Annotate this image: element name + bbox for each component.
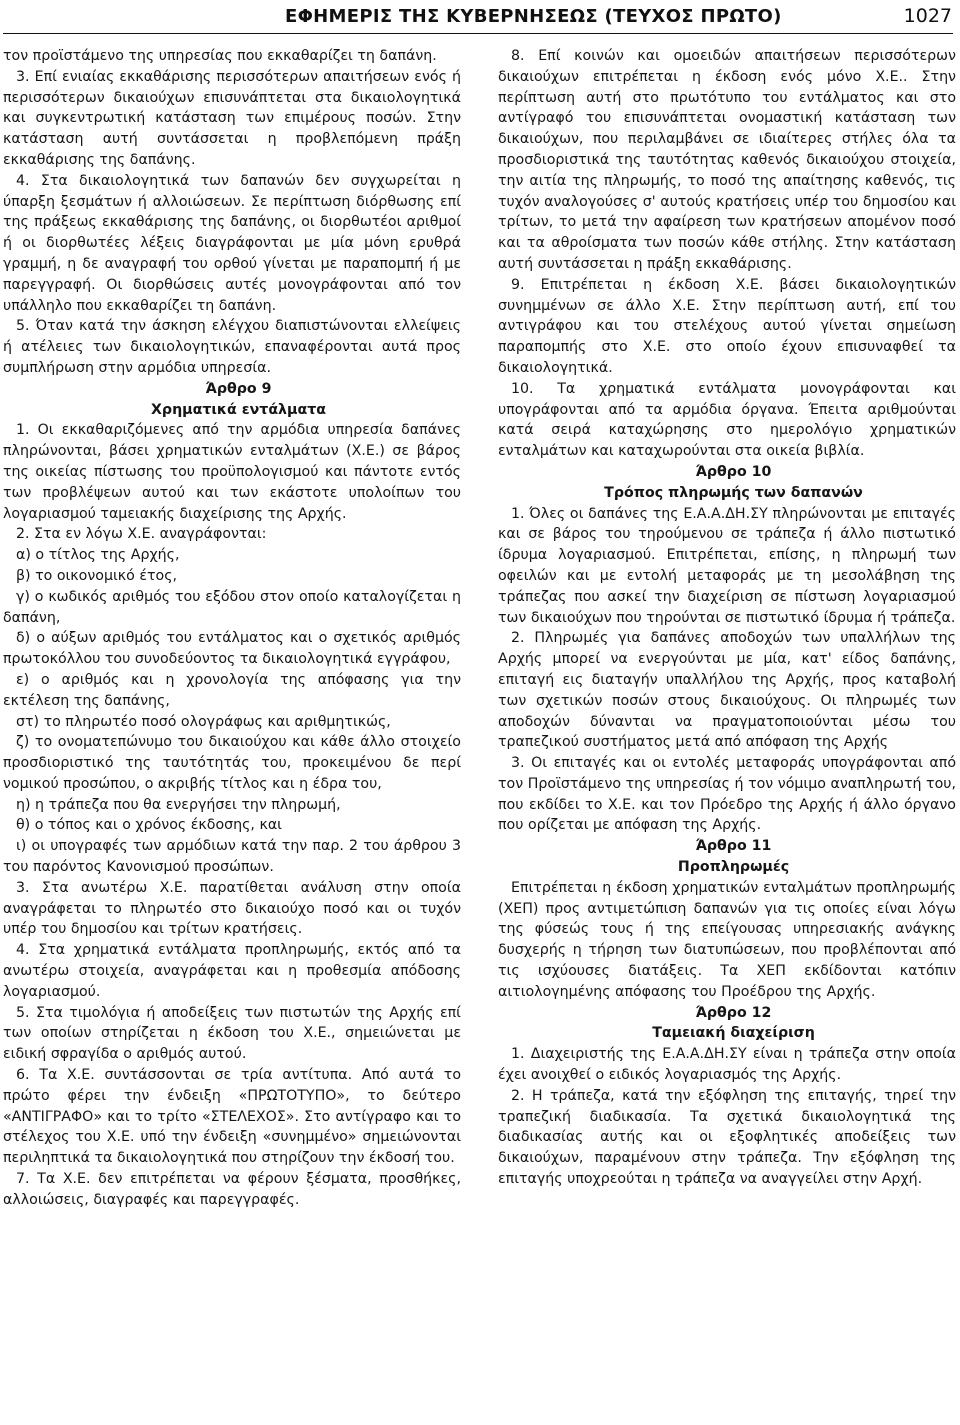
- article-12-title: Ταμειακή διαχείριση: [652, 1025, 815, 1042]
- paragraph: 10. Τα χρηματικά εντάλματα μονογράφονται και υπογράφονται από τα αρμόδια όργανα. Έπειτα αριθμούνται κατά σειρά καταχώρησης στο ημερολόγιο χρηματικών ενταλμάτων και καταχωρούνται στα οικεία βιβλία.: [498, 380, 956, 460]
- paragraph: 7. Τα Χ.Ε. δεν επιτρέπεται να φέρουν ξέσματα, προσθήκες, αλλοιώσεις, διαγραφές και παρεγγραφές.: [3, 1171, 461, 1208]
- paragraph: τον προϊστάμενο της υπηρεσίας που εκκαθαρίζει τη δαπάνη.: [3, 48, 437, 64]
- paragraph: 1. Διαχειριστής της Ε.Α.Α.ΔΗ.ΣΥ είναι η τράπεζα στην οποία έχει ανοιχθεί ο ειδικός λογαριασμός της Αρχής.: [498, 1046, 956, 1084]
- paragraph: 5. Όταν κατά την άσκηση ελέγχου διαπιστώνονται ελλείψεις ή ατέλειες των δικαιολογητικών, επαναφέρονται αυτά προς συμπλήρωση στην αρμόδια υπηρεσία.: [3, 318, 461, 376]
- list-item: δ) ο αύξων αριθμός του εντάλματος και ο σχετικός αριθμός πρωτοκόλλου του συνοδεύοντος τα δικαιολογητικά εγγράφου,: [3, 630, 461, 668]
- paragraph: 8. Επί κοινών και ομοειδών απαιτήσεων περισσότερων δικαιούχων επιτρέπεται η έκδοση ενός μόνο Χ.Ε.. Στην περίπτωση αυτή στο πρωτότυπο του εντάλματος και στο αντίγραφό του επισυνάπτεται ονομαστική κατάσταση των δικαιούχων, που περιλαμβάνει σε ιδιαίτερες στήλες όλα τα προσδιοριστικά της ταυτότητας καθενός δικαιούχου στοιχεία, την αιτία της πληρωμής, το ποσό της απαίτησης καθενός, τις τυχόν αναλογούσες σ' αυτούς κρατήσεις υπέρ του δημοσίου και τρίτων, το μετά την αφαίρεση των κρατήσεων απομένον ποσό και τα αθροίσματα των ποσών κάθε στήλης. Στην κατάσταση αυτή συντάσσεται η πράξη εκκαθάρισης.: [498, 48, 956, 272]
- paragraph: 1. Οι εκκαθαριζόμενες από την αρμόδια υπηρεσία δαπάνες πληρώνονται, βάσει χρηματικών ενταλμάτων (Χ.Ε.) σε βάρος της οικείας πίστωσης του προϋπολογισμού και πάντοτε εντός των προβλέψεων αυτού και των εκάστοτε υπολοίπων του λογαριασμού ταμειακής διαχείρισης της Αρχής.: [3, 422, 461, 522]
- list-item: γ) ο κωδικός αριθμός του εξόδου στον οποίο καταλογίζεται η δαπάνη,: [3, 588, 461, 626]
- article-12-number: Άρθρο 12: [695, 1004, 772, 1021]
- header-rule: [3, 33, 953, 34]
- paragraph: 1. Όλες οι δαπάνες της Ε.Α.Α.ΔΗ.ΣΥ πληρώνονται με επιταγές και σε βάρος του τηρούμενου σε τράπεζα ή άλλο πιστωτικό ίδρυμα λογαριασμού. Επιτρέπεται, επίσης, η πληρωμή των οφειλών και με εντολή μεταφοράς με τη μεσολάβηση της τράπεζας που ασκεί την διαχείριση σε πίστωση λογαριασμού των δικαιούχων που τηρούνται σε πιστωτικό ίδρυμα ή τράπεζα.: [498, 505, 956, 626]
- left-column: [3, 46, 461, 1211]
- list-item: ε) ο αριθμός και η χρονολογία της απόφασης για την εκτέλεση της δαπάνης,: [3, 671, 461, 709]
- gazette-title: ΕΦΗΜΕΡΙΣ ΤΗΣ ΚΥΒΕΡΝΗΣΕΩΣ (ΤΕΥΧΟΣ ΠΡΩΤΟ): [284, 5, 782, 27]
- paragraph: 3. Επί ενιαίας εκκαθάρισης περισσότερων απαιτήσεων ενός ή περισσότερων δικαιούχων επισυνάπτεται στα δικαιολογητικά και συγκεντρωτική κατάσταση των επιμέρους ποσών. Στην κατάσταση αυτή συντάσσεται η προβλεπόμενη πράξη εκκαθάρισης της δαπάνης.: [3, 68, 461, 168]
- paragraph: 2. Η τράπεζα, κατά την εξόφληση της επιταγής, τηρεί την τραπεζική διαδικασία. Τα σχετικά δικαιολογητικά της διαδικασίας αυτής και οι εξοφλητικές αποδείξεις των δικαιούχων, παραμένουν στην τράπεζα. Την εξόφληση της επιταγής υποχρεούται η τράπεζα να αναγγείλει στην Αρχή.: [498, 1087, 956, 1188]
- paragraph: 3. Στα ανωτέρω Χ.Ε. παρατίθεται ανάλυση στην οποία αναγράφεται το πληρωτέο στο δικαιούχο ποσό και οι τυχόν υπέρ του δημοσίου και τρίτων κρατήσεις.: [3, 879, 461, 938]
- list-item: στ) το πληρωτέο ποσό ολογράφως και αριθμητικώς,: [16, 713, 391, 730]
- article-9-number: Άρθρο 9: [205, 380, 272, 397]
- article-11-number: Άρθρο 11: [695, 838, 772, 855]
- list-item: ζ) το ονοματεπώνυμο του δικαιούχου και κάθε άλλο στοιχείο προσδιοριστικό της ταυτότητάς του, προκειμένου δε περί νομικού προσώπου, ο ακριβής τίτλος και η έδρα του,: [3, 734, 461, 792]
- list-item: β) το οικονομικό έτος,: [16, 567, 178, 584]
- list-item: θ) ο τόπος και ο χρόνος έκδοσης, και: [16, 817, 282, 834]
- paragraph: 4. Στα χρηματικά εντάλματα προπληρωμής, εκτός από τα ανωτέρω στοιχεία, αναγράφεται και η προθεσμία απόδοσης λογαριασμού.: [3, 942, 461, 1000]
- paragraph: 4. Στα δικαιολογητικά των δαπανών δεν συγχωρείται η ύπαρξη ξεσμάτων ή αλλοιώσεων. Σε περίπτωση διόρθωσης επί της πράξεως εκκαθάρισης της δαπάνης, οι διορθωτέοι αριθμοί ή οι διορθωτέες λέξεις διαγράφονται με μία μόνη ερυθρά γραμμή, η δε αναγραφή του ορθού γίνεται με παραπομπή ή με παρεγγραφή. Οι διορθώσεις αυτές μονογράφονται από τον υπάλληλο που εκκαθαρίζει τη δαπάνη.: [3, 172, 461, 314]
- paragraph: Επιτρέπεται η έκδοση χρηματικών ενταλμάτων προπληρωμής (ΧΕΠ) προς αντιμετώπιση δαπανών για τις οποίες είναι λόγω της φύσεώς τους ή της επείγουσας υπηρεσιακής ανάγκης δυσχερής η τήρηση των διατυπώσεων, που προβλέπονται από τις ισχύουσες διατάξεις. Τα ΧΕΠ εκδίδονται κατόπιν αιτιολογημένης απόφασης του Προέδρου της Αρχής.: [498, 879, 956, 1000]
- paragraph: 9. Επιτρέπεται η έκδοση Χ.Ε. βάσει δικαιολογητικών συνημμένων σε άλλο Χ.Ε. Στην περίπτωση αυτή, επί του αντιγράφου και του στελέχους αυτού γίνεται σημείωση παραπομπής στο Χ.Ε. στο οποίο έχουν επισυναφθεί τα δικαιολογητικά.: [498, 276, 956, 376]
- paragraph: 2. Πληρωμές για δαπάνες αποδοχών των υπαλλήλων της Αρχής μπορεί να ενεργούνται με μία, κατ' είδος δαπάνης, επιταγή εις διαταγήν υπαλλήλου της Αρχής, προς καταβολή των σχετικών ποσών στους δικαιούχους. Οι πληρωμές των αποδοχών δύνανται να πραγματοποιούνται μέσω του τραπεζικού συστήματος μετά από απόφαση της Αρχής: [498, 630, 956, 751]
- article-10-number: Άρθρο 10: [695, 463, 772, 480]
- article-11-title: Προπληρωμές: [677, 859, 790, 876]
- right-column: [498, 46, 956, 1190]
- paragraph: 2. Στα εν λόγω Χ.Ε. αναγράφονται:: [16, 526, 267, 543]
- page-header: [0, 0, 960, 32]
- paragraph: 6. Τα Χ.Ε. συντάσσονται σε τρία αντίτυπα. Από αυτά το πρώτο φέρει την ένδειξη «ΠΡΩΤΟΤΥΠΟ», το δεύτερο «ΑΝΤΙΓΡΑΦΟ» και το τρίτο «ΣΤΕΛΕΧΟΣ». Στο αντίγραφο και το στέλεχος του Χ.Ε. υπό την ένδειξη «συνημμένο» σημειώνονται περιληπτικά τα δικαιολογητικά που στηρίζουν την έκδοσή του.: [3, 1067, 461, 1167]
- list-item: α) ο τίτλος της Αρχής,: [16, 547, 180, 564]
- list-item: ι) οι υπογραφές των αρμόδιων κατά την παρ. 2 του άρθρου 3 του παρόντος Κανονισμού προσώπων.: [3, 838, 461, 876]
- page-number: 1027: [903, 5, 952, 27]
- paragraph: 5. Στα τιμολόγια ή αποδείξεις των πιστωτών της Αρχής επί των οποίων στηρίζεται η έκδοση του Χ.Ε., σημειώνεται με ειδική σφραγίδα ο αριθμός αυτού.: [3, 1004, 461, 1063]
- list-item: η) η τράπεζα που θα ενεργήσει την πληρωμή,: [16, 796, 341, 813]
- article-9-title: Χρηματικά εντάλματα: [150, 401, 327, 418]
- paragraph: 3. Οι επιταγές και οι εντολές μεταφοράς υπογράφονται από τον Προϊστάμενο της υπηρεσίας ή τον νόμιμο αναπληρωτή του, που εκδίδει το Χ.Ε. και τον Πρόεδρο της Αρχής ή άλλο όργανο που ορίζεται με απόφαση της Αρχής.: [498, 755, 956, 834]
- article-10-title: Τρόπος πληρωμής των δαπανών: [604, 484, 863, 501]
